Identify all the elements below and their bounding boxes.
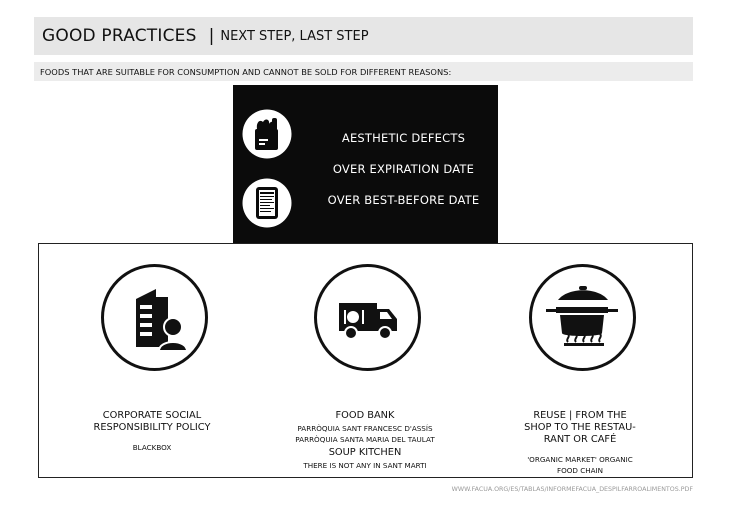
reason-aesthetic-defects: AESTHETIC DEFECTS	[341, 131, 466, 145]
practice-detail-line: FOOD CHAIN	[556, 466, 604, 475]
practice-detail-line: 'ORGANIC MARKET' ORGANIC	[527, 455, 633, 464]
practice-detail-line: PARRÒQUIA SANTA MARIA DEL TAULAT	[295, 435, 435, 444]
intro-text: FOODS THAT ARE SUITABLE FOR CONSUMPTION AND CANNOT BE SOLD FOR DIFFERENT REASONS:	[40, 66, 452, 77]
practice-title-line: CORPORATE SOCIAL	[102, 410, 202, 421]
practice-second-title: SOUP KITCHEN	[328, 447, 402, 458]
practice-detail-line: PARRÒQUIA SANT FRANCESC D'ASSÍS	[297, 424, 433, 433]
practice-title-line: FOOD BANK	[335, 410, 395, 421]
practice-title-line: REUSE | FROM THE	[533, 410, 627, 421]
page-title: GOOD PRACTICES	[42, 26, 197, 46]
food-truck-icon	[314, 264, 421, 371]
office-building-person-icon	[101, 264, 208, 371]
practice-title-line: RESPONSIBILITY POLICY	[93, 422, 211, 433]
practice-second-detail: THERE IS NOT ANY IN SANT MARTI	[303, 461, 427, 470]
practice-detail-line: BLACKBOX	[132, 443, 172, 452]
intro-banner	[34, 62, 693, 81]
practices-frame	[38, 243, 693, 478]
title-separator: |	[208, 26, 215, 46]
page-subtitle: NEXT STEP, LAST STEP	[220, 28, 369, 44]
source-link[interactable]: WWW.FACUA.ORG/ES/TABLAS/INFORMEFACUA_DESPILFARROALIMENTOS.PDF	[451, 486, 693, 493]
practice-title-line: SHOP TO THE RESTAU-	[524, 422, 636, 433]
cooking-pot-icon	[529, 264, 636, 371]
grocery-bag-icon	[241, 108, 293, 160]
reason-over-expiration-date: OVER EXPIRATION DATE	[332, 162, 475, 176]
reasons-panel	[233, 85, 498, 247]
practice-title-line: RANT OR CAFÉ	[543, 434, 617, 445]
food-label-icon	[241, 177, 293, 229]
reason-over-best-before-date: OVER BEST-BEFORE DATE	[327, 193, 480, 207]
page-header	[34, 17, 693, 55]
